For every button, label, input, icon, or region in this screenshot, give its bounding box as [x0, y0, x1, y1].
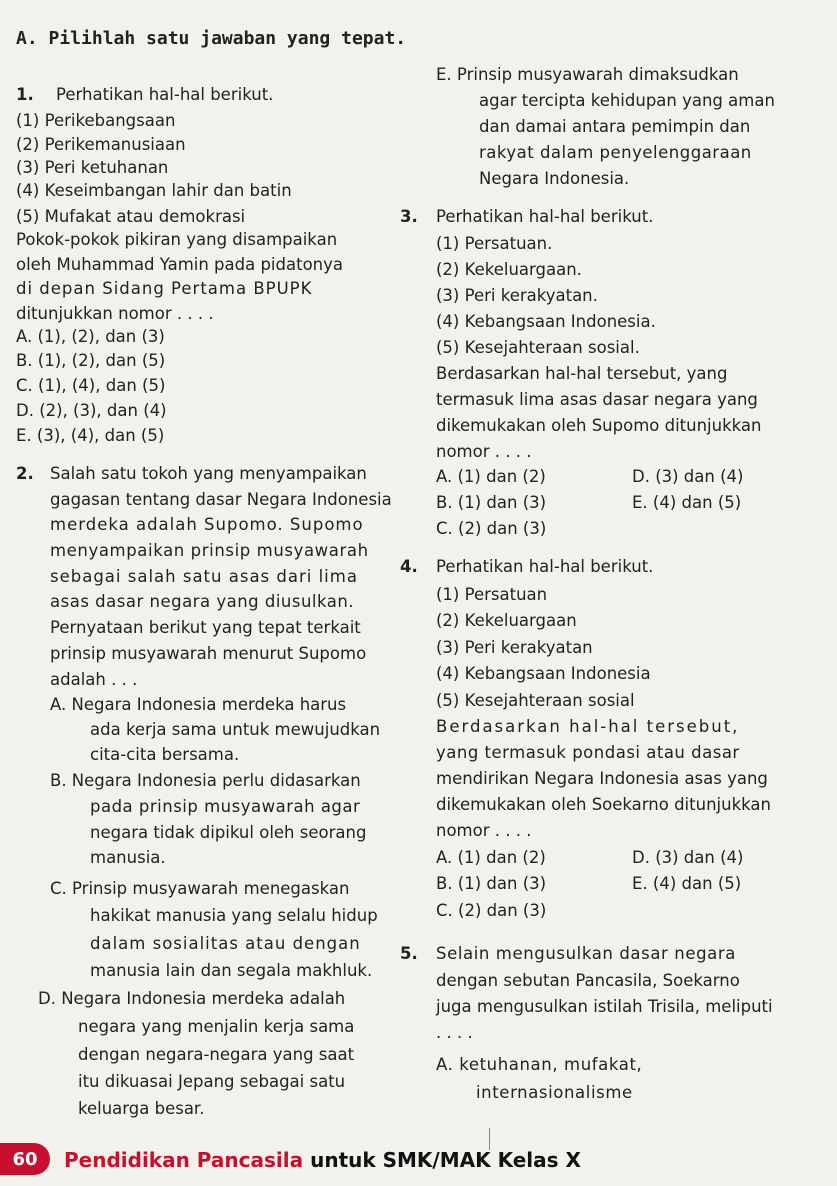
- q2-stem-line: Salah satu tokoh yang menyampaikan: [50, 464, 367, 483]
- q1-option-d[interactable]: D. (2), (3), dan (4): [16, 401, 167, 420]
- q4-item: (3) Peri kerakyatan: [436, 638, 593, 657]
- q1-option-b[interactable]: B. (1), (2), dan (5): [16, 351, 166, 370]
- q4-option-c[interactable]: C. (2) dan (3): [436, 901, 547, 920]
- q2-stem-line: Pernyataan berikut yang tepat terkait: [50, 618, 361, 637]
- book-title-rest: untuk SMK/MAK Kelas X: [303, 1148, 581, 1172]
- q1-stem-line: ditunjukkan nomor . . . .: [16, 304, 214, 323]
- q1-stem-line: di depan Sidang Pertama BPUPK: [16, 279, 313, 298]
- section-title: A. Pilihlah satu jawaban yang tepat.: [16, 28, 407, 49]
- q1-number: 1.: [16, 85, 34, 104]
- q4-intro: Perhatikan hal-hal berikut.: [436, 557, 654, 576]
- q2-option-c-line: manusia lain dan segala makhluk.: [90, 961, 373, 980]
- q3-item: (3) Peri kerakyatan.: [436, 286, 598, 305]
- book-title: [64, 1148, 581, 1172]
- q2-option-b-line: negara tidak dipikul oleh seorang: [90, 823, 367, 842]
- q3-option-d[interactable]: D. (3) dan (4): [632, 467, 744, 486]
- q1-option-e[interactable]: E. (3), (4), dan (5): [16, 426, 165, 445]
- q2-option-a-line: ada kerja sama untuk mewujudkan: [90, 720, 381, 739]
- q2-option-a[interactable]: A. Negara Indonesia merdeka harus: [50, 695, 347, 714]
- q2-option-c-line: hakikat manusia yang selalu hidup: [90, 906, 378, 925]
- q4-item: (1) Persatuan: [436, 585, 548, 604]
- q3-stem-line: termasuk lima asas dasar negara yang: [436, 390, 758, 409]
- q4-stem-line: mendirikan Negara Indonesia asas yang: [436, 769, 768, 788]
- q5-number: 5.: [400, 944, 418, 963]
- q4-number: 4.: [400, 557, 418, 576]
- page-number-badge: 60: [0, 1143, 50, 1175]
- q2-option-d-line: dengan negara-negara yang saat: [78, 1045, 355, 1064]
- q2-stem-line: sebagai salah satu asas dari lima: [50, 567, 358, 586]
- q3-number: 3.: [400, 207, 418, 226]
- q5-stem-line: Selain mengusulkan dasar negara: [436, 944, 736, 963]
- q5-option-a-line: internasionalisme: [476, 1083, 633, 1102]
- q3-item: (2) Kekeluargaan.: [436, 260, 582, 279]
- q2-option-e-line: agar tercipta kehidupan yang aman: [479, 91, 775, 110]
- q2-option-a-line: cita-cita bersama.: [90, 745, 240, 764]
- q3-stem-line: dikemukakan oleh Supomo ditunjukkan: [436, 416, 762, 435]
- q3-stem-line: Berdasarkan hal-hal tersebut, yang: [436, 364, 728, 383]
- q4-stem-line: nomor . . . .: [436, 821, 532, 840]
- divider: [489, 1128, 490, 1150]
- q4-item: (4) Kebangsaan Indonesia: [436, 664, 651, 683]
- q3-option-b[interactable]: B. (1) dan (3): [436, 493, 547, 512]
- q3-item: (4) Kebangsaan Indonesia.: [436, 312, 656, 331]
- q4-item: (5) Kesejahteraan sosial: [436, 691, 635, 710]
- q2-option-e-line: rakyat dalam penyelenggaraan: [479, 143, 752, 162]
- q2-option-e-line: dan damai antara pemimpin dan: [479, 117, 751, 136]
- q1-item: (1) Perikebangsaan: [16, 111, 176, 130]
- q2-option-b-line: manusia.: [90, 848, 166, 867]
- q3-intro: Perhatikan hal-hal berikut.: [436, 207, 654, 226]
- q1-option-c[interactable]: C. (1), (4), dan (5): [16, 376, 166, 395]
- q1-stem-line: Pokok-pokok pikiran yang disampaikan: [16, 230, 338, 249]
- q2-option-d-line: keluarga besar.: [78, 1099, 205, 1118]
- q4-option-e[interactable]: E. (4) dan (5): [632, 874, 742, 893]
- q3-option-a[interactable]: A. (1) dan (2): [436, 467, 546, 486]
- q3-item: (1) Persatuan.: [436, 234, 553, 253]
- q3-option-c[interactable]: C. (2) dan (3): [436, 519, 547, 538]
- q4-option-b[interactable]: B. (1) dan (3): [436, 874, 547, 893]
- q2-option-c-line: dalam sosialitas atau dengan: [90, 934, 361, 953]
- q2-stem-line: merdeka adalah Supomo. Supomo: [50, 515, 364, 534]
- q3-stem-line: nomor . . . .: [436, 442, 532, 461]
- q5-stem-line: juga mengusulkan istilah Trisila, meliputi: [436, 997, 773, 1016]
- q4-option-d[interactable]: D. (3) dan (4): [632, 848, 744, 867]
- q2-option-d-line: itu dikuasai Jepang sebagai satu: [78, 1072, 346, 1091]
- q2-option-e[interactable]: E. Prinsip musyawarah dimaksudkan: [436, 65, 739, 84]
- q4-item: (2) Kekeluargaan: [436, 611, 577, 630]
- q3-item: (5) Kesejahteraan sosial.: [436, 338, 640, 357]
- q2-option-c[interactable]: C. Prinsip musyawarah menegaskan: [50, 879, 350, 898]
- q1-item: (4) Keseimbangan lahir dan batin: [16, 181, 292, 200]
- q2-option-b[interactable]: B. Negara Indonesia perlu didasarkan: [50, 771, 361, 790]
- q2-option-d[interactable]: D. Negara Indonesia merdeka adalah: [38, 989, 346, 1008]
- q1-intro: Perhatikan hal-hal berikut.: [56, 85, 274, 104]
- q2-option-e-line: Negara Indonesia.: [479, 169, 630, 188]
- q4-stem-line: Berdasarkan hal-hal tersebut,: [436, 717, 740, 736]
- q4-option-a[interactable]: A. (1) dan (2): [436, 848, 546, 867]
- q2-stem-line: gagasan tentang dasar Negara Indonesia: [50, 490, 392, 509]
- q1-option-a[interactable]: A. (1), (2), dan (3): [16, 327, 165, 346]
- q2-number: 2.: [16, 464, 34, 483]
- book-title-accent: Pendidikan Pancasila: [64, 1148, 304, 1172]
- q2-stem-line: prinsip musyawarah menurut Supomo: [50, 644, 367, 663]
- q5-stem-line: . . . .: [436, 1023, 473, 1042]
- q2-option-b-line: pada prinsip musyawarah agar: [90, 797, 361, 816]
- q1-stem-line: oleh Muhammad Yamin pada pidatonya: [16, 255, 344, 274]
- q2-stem-line: adalah . . .: [50, 670, 138, 689]
- q2-stem-line: asas dasar negara yang diusulkan.: [50, 592, 355, 611]
- q4-stem-line: dikemukakan oleh Soekarno ditunjukkan: [436, 795, 771, 814]
- q3-option-e[interactable]: E. (4) dan (5): [632, 493, 742, 512]
- q1-item: (3) Peri ketuhanan: [16, 158, 169, 177]
- q1-item: (5) Mufakat atau demokrasi: [16, 207, 246, 226]
- q1-item: (2) Perikemanusiaan: [16, 135, 186, 154]
- q4-stem-line: yang termasuk pondasi atau dasar: [436, 743, 740, 762]
- q2-option-d-line: negara yang menjalin kerja sama: [78, 1017, 355, 1036]
- q5-stem-line: dengan sebutan Pancasila, Soekarno: [436, 971, 740, 990]
- q5-option-a[interactable]: A. ketuhanan, mufakat,: [436, 1055, 643, 1074]
- q2-stem-line: menyampaikan prinsip musyawarah: [50, 541, 369, 560]
